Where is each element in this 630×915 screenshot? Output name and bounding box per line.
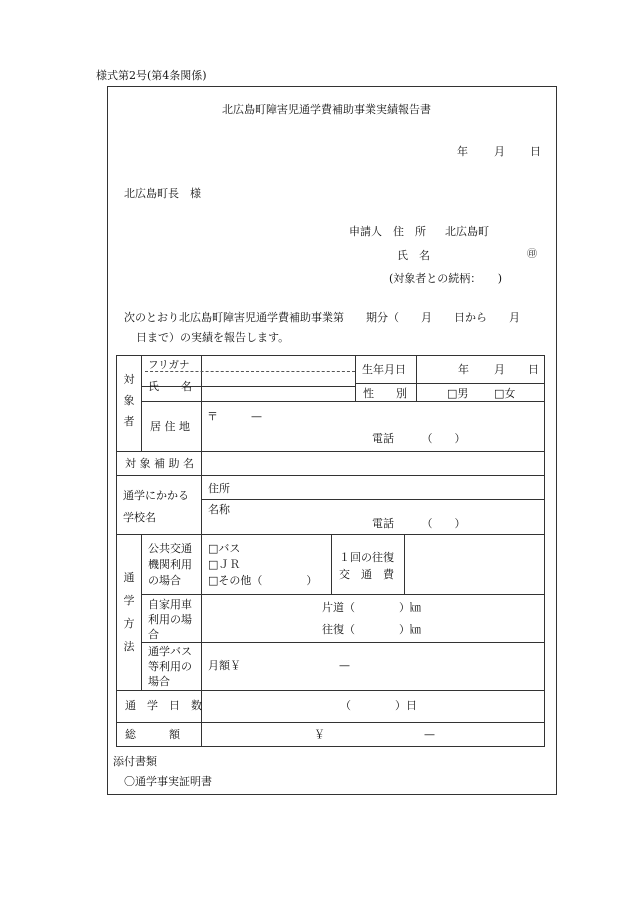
public-label-2: 機関利用 xyxy=(148,558,192,571)
school-days-label: 通 学 日 数 xyxy=(125,699,202,712)
subject-label: 対象者 xyxy=(123,373,135,428)
date-month: 月 xyxy=(494,145,505,158)
total-label: 総 額 xyxy=(125,728,180,741)
school-phone: 電話 （ ） xyxy=(372,517,466,530)
car-label-3: 合 xyxy=(148,628,159,641)
option-bus-checkbox[interactable]: □バス xyxy=(208,542,241,555)
applicant-address-value: 北広島町 xyxy=(445,225,489,238)
residence-label: 居 住 地 xyxy=(150,420,190,433)
statement-line-1: 次のとおり北広島町障害児通学費補助事業第 期分（ 月 日から 月 xyxy=(124,311,520,324)
school-label-2: 学校名 xyxy=(123,511,156,524)
sex-male-checkbox[interactable]: □男 xyxy=(447,387,469,400)
bus-label-3: 場合 xyxy=(148,675,170,688)
public-label-1: 公共交通 xyxy=(148,542,192,555)
bus-label-2: 等利用の xyxy=(148,660,192,673)
subsidy-name-label: 対 象 補 助 名 xyxy=(125,457,194,470)
monthly-dash: — xyxy=(339,659,350,672)
sex-female-checkbox[interactable]: □女 xyxy=(494,387,516,400)
form-label: 様式第2号(第4条関係) xyxy=(96,69,207,82)
method-label: 通学方法 xyxy=(123,571,135,654)
bus-label-1: 通学バス xyxy=(148,645,192,658)
birth-label: 生年月日 xyxy=(362,363,406,376)
birth-year: 年 xyxy=(458,363,469,376)
residence-phone: 電話 （ ） xyxy=(372,432,466,445)
total-yen: ￥ xyxy=(314,728,325,741)
school-label-1: 通学にかかる xyxy=(123,489,189,502)
roundtrip-distance: 往復（ ）㎞ xyxy=(322,623,421,636)
fare-label-2: 交 通 費 xyxy=(339,568,394,581)
addressee: 北広島町長 様 xyxy=(124,187,201,200)
school-address-label: 住所 xyxy=(208,482,230,495)
page-title: 北広島町障害児通学費補助事業実績報告書 xyxy=(222,103,431,116)
date-day: 日 xyxy=(530,145,541,158)
fare-label-1: １回の往復 xyxy=(339,551,394,564)
attachment-item: 〇通学事実証明書 xyxy=(124,775,212,788)
public-label-3: の場合 xyxy=(148,574,181,587)
statement-line-2: 日まで）の実績を報告します。 xyxy=(136,331,290,344)
furigana-label: フリガナ xyxy=(148,359,190,371)
car-label-1: 自家用車 xyxy=(148,598,192,611)
option-other-checkbox[interactable]: □その他（ ） xyxy=(208,574,318,587)
applicant-relation: (対象者との続柄： ) xyxy=(389,272,503,285)
applicant-name-label: 氏 名 xyxy=(397,249,430,262)
postal-code: 〒 — xyxy=(207,410,262,423)
date-year: 年 xyxy=(457,145,468,158)
sex-label: 性 別 xyxy=(363,387,407,400)
applicant-label: 申請人 xyxy=(349,225,382,238)
applicant-address-label: 住 所 xyxy=(393,225,426,238)
car-label-2: 利用の場 xyxy=(148,613,192,626)
school-name-label: 名称 xyxy=(208,503,230,516)
birth-day: 日 xyxy=(528,363,539,376)
school-days-value: （ ）日 xyxy=(340,699,417,712)
total-dash: — xyxy=(424,728,435,741)
monthly-amount-label: 月額￥ xyxy=(208,659,241,672)
attachments-label: 添付書類 xyxy=(113,755,157,768)
name-label: 氏 名 xyxy=(148,380,192,393)
option-jr-checkbox[interactable]: □ＪＲ xyxy=(208,558,241,571)
seal-mark: ㊞ xyxy=(527,249,537,260)
birth-month: 月 xyxy=(494,363,505,376)
oneway-distance: 片道（ ）㎞ xyxy=(322,601,421,614)
